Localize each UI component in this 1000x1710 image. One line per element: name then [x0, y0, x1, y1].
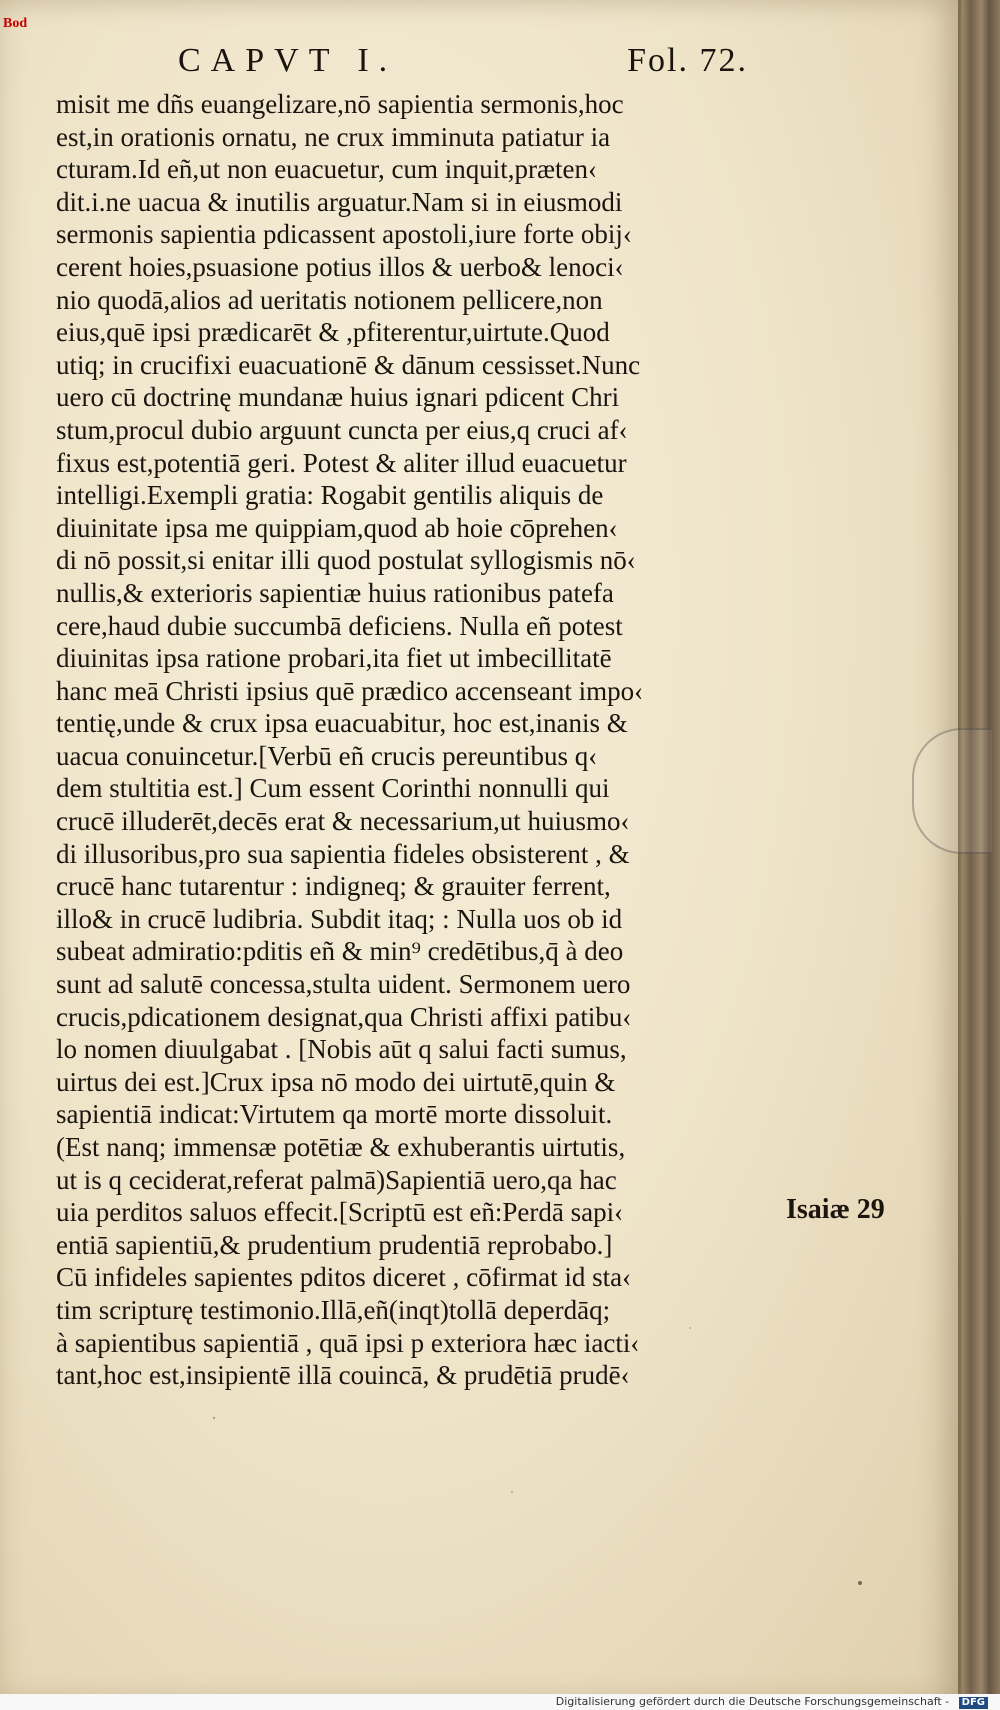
text-line: sermonis sapientia pdicassent apostoli,iure forte obij‹ — [56, 219, 632, 250]
book-edge — [958, 0, 1000, 1710]
body-text — [56, 88, 783, 1392]
text-line: uirtus dei est.]Crux ipsa nō modo dei uirtutē,quin & — [56, 1066, 616, 1097]
text-line: Cū infideles sapientes pditos diceret , cōfirmat id sta‹ — [56, 1262, 632, 1293]
folio-number: Fol. 72. — [627, 42, 748, 79]
text-line: cturam.Id eñ,ut non euacuetur, cum inquit,præten‹ — [56, 154, 598, 185]
text-line: ut is q ceciderat,referat palmā)Sapientiā uero,qa hac — [56, 1164, 617, 1195]
text-line: cere,haud dubie succumbā deficiens. Nulla eñ potest — [56, 610, 623, 641]
text-line: lo nomen diuulgabat . [Nobis aūt q salui facti sumus, — [56, 1034, 627, 1065]
text-line: crucē illuderēt,decēs erat & necessarium,ut huiusmo‹ — [56, 806, 630, 837]
text-line: entiā sapientiū,& prudentium prudentiā reprobabo.] — [56, 1229, 613, 1260]
text-line: sunt ad salutē concessa,stulta uident. Sermonem uero — [56, 969, 631, 1000]
text-line: fixus est,potentiā geri. Potest & aliter illud euacuetur — [56, 447, 627, 478]
text-line: di illusoribus,pro sua sapientia fideles obsisterent , & — [56, 838, 630, 869]
text-line: eius,quē ipsi prædicarēt & ,pfiterentur,uirtute.Quod — [56, 317, 610, 348]
text-line: utiq; in crucifixi euacuationē & dānum cessisset.Nunc — [56, 349, 641, 380]
text-line: uacua conuincetur.[Verbū eñ crucis pereuntibus q‹ — [56, 740, 598, 771]
text-line: tentię,unde & crux ipsa euacuabitur, hoc est,inanis & — [56, 708, 628, 739]
text-line: dem stultitia est.] Cum essent Corinthi nonnulli qui — [56, 773, 610, 804]
text-line: sapientiā indicat:Virtutem qa mortē morte dissoluit. — [56, 1099, 613, 1130]
text-line: di nō possit,si enitar illi quod postulat syllogismis nō‹ — [56, 545, 636, 576]
text-line: crucē hanc tutarentur : indigneq; & grauiter ferrent, — [56, 871, 611, 902]
text-line: à sapientibus sapientiā , quā ipsi p exteriora hæc iacti‹ — [56, 1327, 640, 1358]
page-ribbon — [912, 728, 992, 854]
text-line: nio quodā,alios ad ueritatis notionem pellicere,non — [56, 284, 603, 315]
dfg-logo: DFG — [959, 1697, 988, 1709]
text-line: uia perditos saluos effecit.[Scriptū est eñ:Perdā sapi‹ — [56, 1197, 624, 1228]
chapter-heading: CAPVT I. — [178, 42, 398, 79]
text-line: misit me dñs euangelizare,nō sapientia sermonis,hoc — [56, 89, 624, 119]
text-line: tim scripturę testimonio.Illā,eñ(inqt)tollā deperdāq; — [56, 1294, 611, 1325]
text-line: nullis,& exterioris sapientiæ huius rationibus patefa — [56, 577, 614, 608]
text-line: intelligi.Exempli gratia: Rogabit gentilis aliquis de — [56, 480, 604, 511]
footer-text: Digitalisierung gefördert durch die Deutsche Forschungsgemeinschaft - — [555, 1695, 950, 1708]
library-mark: Bod — [3, 16, 28, 31]
text-line: hanc meā Christi ipsius quē prædico accenseant impo‹ — [56, 675, 644, 706]
text-line: diuinitate ipsa me quippiam,quod ab hoie cōprehen‹ — [56, 512, 618, 543]
running-header — [178, 40, 748, 82]
text-line: crucis,pdicationem designat,qua Christi affixi patibu‹ — [56, 1001, 632, 1032]
text-line: (Est nanq; immensæ potētiæ & exhuberantis uirtutis, — [56, 1132, 626, 1162]
text-line: cerent hoies,psuasione potius illos & uerbo& lenoci‹ — [56, 251, 624, 282]
text-line: stum,procul dubio arguunt cuncta per eius,q cruci af‹ — [56, 414, 628, 445]
text-line: est,in orationis ornatu, ne crux imminuta patiatur ia — [56, 121, 611, 152]
text-line: subeat admiratio:pditis eñ & min⁹ credētibus,q̄ à deo — [56, 936, 624, 967]
text-line: dit.i.ne uacua & inutilis arguatur.Nam si in eiusmodi — [56, 186, 623, 217]
text-line: illo& in crucē ludibria. Subdit itaq; : Nulla uos ob id — [56, 903, 623, 934]
text-line: tant,hoc est,insipientē illā couincā, & prudētiā prudē‹ — [56, 1360, 630, 1391]
digitization-footer — [0, 1694, 1000, 1710]
margin-reference: Isaiæ 29 — [786, 1194, 885, 1225]
text-line: uero cū doctrinę mundanæ huius ignari pdicent Chri — [56, 382, 620, 413]
text-line: diuinitas ipsa ratione probari,ita fiet ut imbecillitatē — [56, 643, 612, 674]
